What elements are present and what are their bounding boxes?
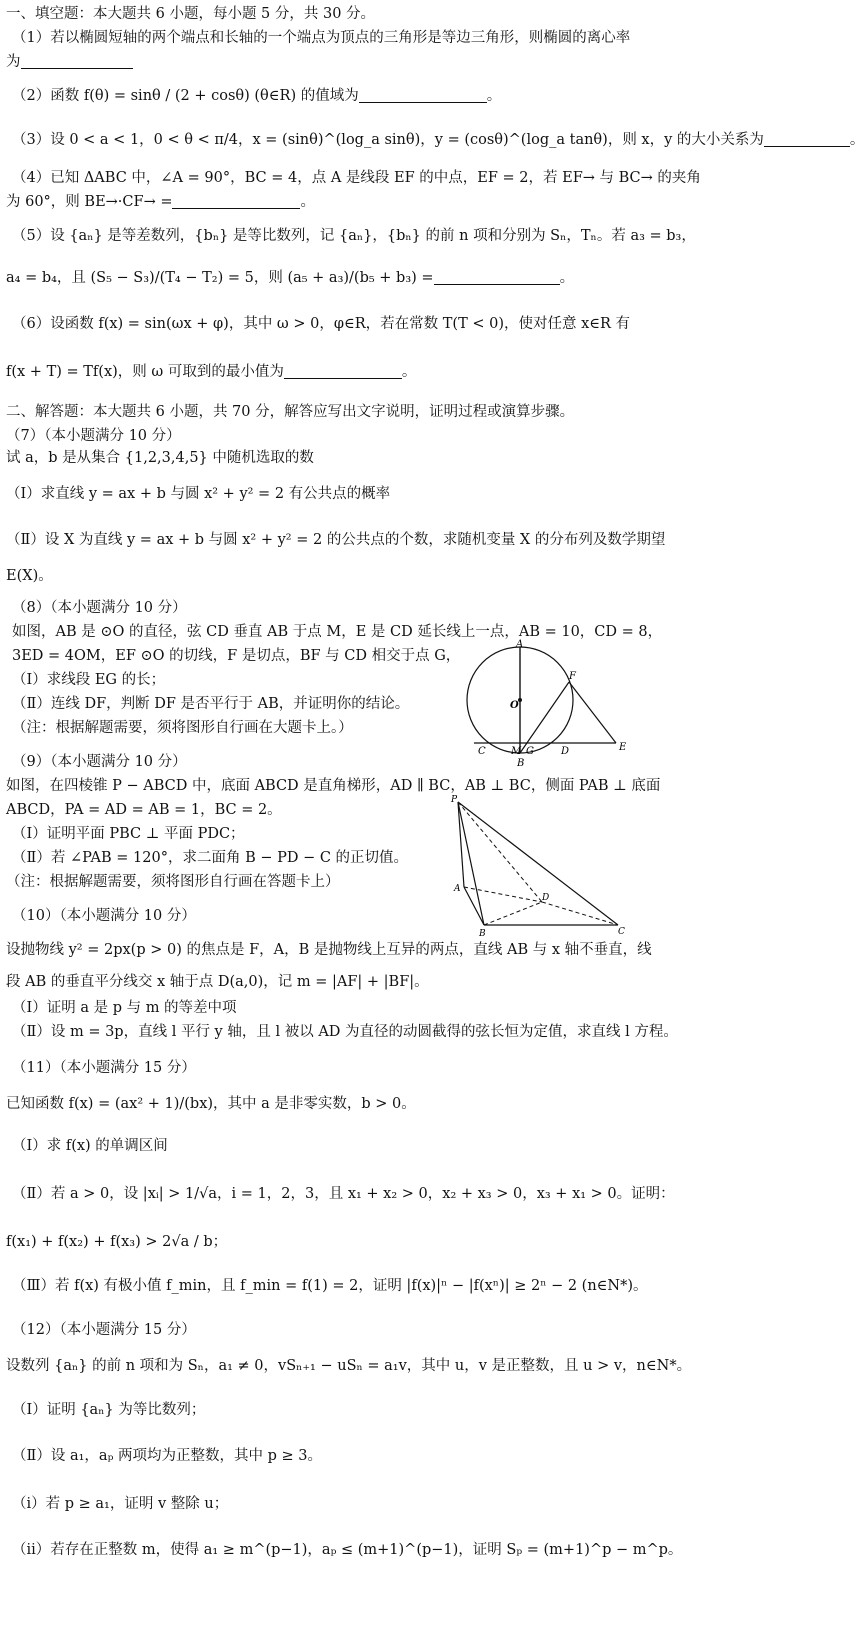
q8-part2: （Ⅱ）连线 DF，判断 DF 是否平行于 AB，并证明你的结论。 (12, 696, 410, 712)
q3-end: 。 (849, 132, 864, 148)
q2-text: （2）函数 f(θ) = sinθ / (2 + cosθ) (θ∈R) 的值域为 (12, 88, 359, 104)
q7-part2: （Ⅱ）设 X 为直线 y = ax + b 与圆 x² + y² = 2 的公共点的个数，求随机变量 X 的分布列及数学期望 (6, 532, 666, 548)
label-a: A (454, 884, 461, 894)
q7-title: （7）（本小题满分 10 分） (6, 428, 181, 444)
q8-part1: （Ⅰ）求线段 EG 的长； (12, 672, 166, 688)
q8-title: （8）（本小题满分 10 分） (12, 600, 187, 616)
q1-line2 (6, 52, 697, 73)
q9-title: （9）（本小题满分 10 分） (12, 754, 187, 770)
q12-line1: 设数列 {aₙ} 的前 n 项和为 Sₙ，a₁ ≠ 0，vSₙ₊₁ − uSₙ = a₁v，其中 u，v 是正整数，且 u > v，n∈N*。 (6, 1358, 692, 1374)
label-c: C (478, 746, 486, 757)
label-f: F (569, 671, 576, 682)
q6-end: 。 (401, 364, 417, 380)
q4-end: 。 (300, 194, 315, 210)
q11-title: （11）（本小题满分 15 分） (12, 1060, 196, 1076)
label-b: B (479, 929, 486, 939)
q7-line1: 试 a，b 是从集合 {1,2,3,4,5} 中随机选取的数 (6, 450, 314, 466)
label-c: C (618, 927, 625, 937)
q6-line1: （6）设函数 f(x) = sin(ωx + φ)，其中 ω > 0，φ∈R，若在常数 T(T < 0)，使对任意 x∈R 有 (12, 316, 631, 332)
section-header-answer: 二、解答题：本大题共 6 小题，共 70 分，解答应写出文字说明，证明过程或演算步骤。 (6, 404, 575, 420)
q11-line1: 已知函数 f(x) = (ax² + 1)/(bx)，其中 a 是非零实数，b > 0。 (6, 1096, 416, 1112)
q10-line2: 段 AB 的垂直平分线交 x 轴于点 D(a,0)，记 m = |AF| + |BF|。 (6, 974, 429, 990)
q4-text: 为 60°，则 BE→·CF→ = (6, 194, 173, 210)
q10-line1: 设抛物线 y² = 2px(p > 0) 的焦点是 F，A，B 是抛物线上互异的两点，直线 AB 与 x 轴不垂直，线 (6, 942, 652, 958)
q5-text: a₄ = b₄，且 (S₅ − S₃)/(T₄ − T₂) = 5，则 (a₅ + a₃)/(b₅ + b₃) = (6, 270, 434, 286)
q4-line2 (6, 192, 697, 213)
q11-part1: （Ⅰ）求 f(x) 的单调区间 (12, 1138, 168, 1154)
label-e: E (619, 742, 627, 753)
q2-end: 。 (486, 88, 502, 104)
q9-note: （注：根据解题需要，须将图形自行画在答题卡上） (6, 874, 340, 890)
q9-line2: ABCD，PA = AD = AB = 1，BC = 2。 (6, 802, 282, 818)
q3-text: （3）设 0 < a < 1，0 < θ < π/4，x = (sinθ)^(log_a sinθ)，y = (cosθ)^(log_a tanθ)，则 x，y 的大小关系为 (12, 132, 764, 148)
circle-figure (464, 638, 644, 768)
q3-line (12, 130, 864, 151)
q10-title: （10）（本小题满分 10 分） (12, 908, 196, 924)
q11-part3: （Ⅲ）若 f(x) 有极小值 f_min，且 f_min = f(1) = 2，证明 |f(x)|ⁿ − |f(xⁿ)| ≥ 2ⁿ − 2 (n∈N*)。 (12, 1278, 648, 1294)
answer-blank (172, 194, 300, 210)
q1-text: 为 (6, 54, 21, 70)
q7-part1: （Ⅰ）求直线 y = ax + b 与圆 x² + y² = 2 有公共点的概率 (6, 486, 391, 502)
q9-part1: （Ⅰ）证明平面 PBC ⊥ 平面 PDC； (12, 826, 245, 842)
q12-part2: （Ⅱ）设 a₁，aₚ 两项均为正整数，其中 p ≥ 3。 (12, 1448, 322, 1464)
q12-part2-ii: （ⅱ）若存在正整数 m，使得 a₁ ≥ m^(p−1)，aₚ ≤ (m+1)^(p−1)，证明 Sₚ = (m+1)^p − m^p。 (12, 1542, 683, 1558)
q11-part2-formula: f(x₁) + f(x₂) + f(x₃) > 2√a / b； (6, 1234, 228, 1250)
line-bf (520, 682, 569, 753)
q8-note: （注：根据解题需要，须将图形自行画在大题卡上。） (12, 720, 353, 736)
label-o: O (510, 700, 519, 711)
section-header-fill: 一、填空题：本大题共 6 小题，每小题 5 分，共 30 分。 (6, 6, 376, 22)
answer-blank (21, 54, 133, 70)
q12-part2-i: （ⅰ）若 p ≥ a₁，证明 v 整除 u； (12, 1496, 229, 1512)
answer-blank (284, 364, 402, 380)
q10-part1: （Ⅰ）证明 a 是 p 与 m 的等差中项 (12, 1000, 237, 1016)
answer-blank (764, 132, 850, 148)
q5-line2 (6, 268, 697, 289)
label-m: M (511, 746, 522, 757)
label-d: D (561, 746, 570, 757)
q8-line1: 如图，AB 是 ⊙O 的直径，弦 CD 垂直 AB 于点 M，E 是 CD 延长线上一点，AB = 10，CD = 8， (12, 624, 663, 640)
q9-line1: 如图，在四棱锥 P − ABCD 中，底面 ABCD 是直角梯形，AD ∥ BC，AB ⊥ BC，侧面 PAB ⊥ 底面 (6, 778, 661, 794)
edge-ad (464, 887, 542, 902)
q2-line (12, 86, 697, 107)
q6-line2 (6, 362, 697, 383)
label-d: D (542, 893, 550, 903)
q4-line1: （4）已知 ΔABC 中，∠A = 90°，BC = 4，点 A 是线段 EF 的中点，EF = 2，若 EF→ 与 BC→ 的夹角 (12, 170, 701, 186)
q9-part2: （Ⅱ）若 ∠PAB = 120°，求二面角 B − PD − C 的正切值。 (12, 850, 409, 866)
label-g: G (526, 746, 534, 757)
answer-blank (434, 270, 560, 286)
label-b: B (517, 758, 525, 769)
label-p: P (451, 795, 458, 805)
q7-part2-end: E(X)。 (6, 568, 53, 584)
q11-part2: （Ⅱ）若 a > 0，设 |xᵢ| > 1/√a，i = 1，2，3，且 x₁ + x₂ > 0，x₂ + x₃ > 0，x₃ + x₁ > 0。证明： (12, 1186, 675, 1202)
edge-pd (458, 802, 542, 902)
q1-line1: （1）若以椭圆短轴的两个端点和长轴的一个端点为顶点的三角形是等边三角形，则椭圆的离心率 (12, 30, 631, 46)
label-a: A (516, 639, 524, 650)
q12-part1: （Ⅰ）证明 {aₙ} 为等比数列； (12, 1402, 206, 1418)
q6-text: f(x + T) = Tf(x)，则 ω 可取到的最小值为 (6, 364, 284, 380)
q12-title: （12）（本小题满分 15 分） (12, 1322, 196, 1338)
q5-line1: （5）设 {aₙ} 是等差数列，{bₙ} 是等比数列，记 {aₙ}，{bₙ} 的前 n 项和分别为 Sₙ，Tₙ。若 a₃ = b₃， (12, 228, 696, 244)
q10-part2: （Ⅱ）设 m = 3p，直线 l 平行 y 轴，且 l 被以 AD 为直径的动圆截得的弦长恒为定值，求直线 l 方程。 (12, 1024, 678, 1040)
tangent-ef (569, 682, 616, 743)
answer-blank (359, 88, 487, 104)
q5-end: 。 (559, 270, 575, 286)
q8-line2: 3ED = 4OM，EF ⊙O 的切线，F 是切点，BF 与 CD 相交于点 G， (12, 648, 461, 664)
